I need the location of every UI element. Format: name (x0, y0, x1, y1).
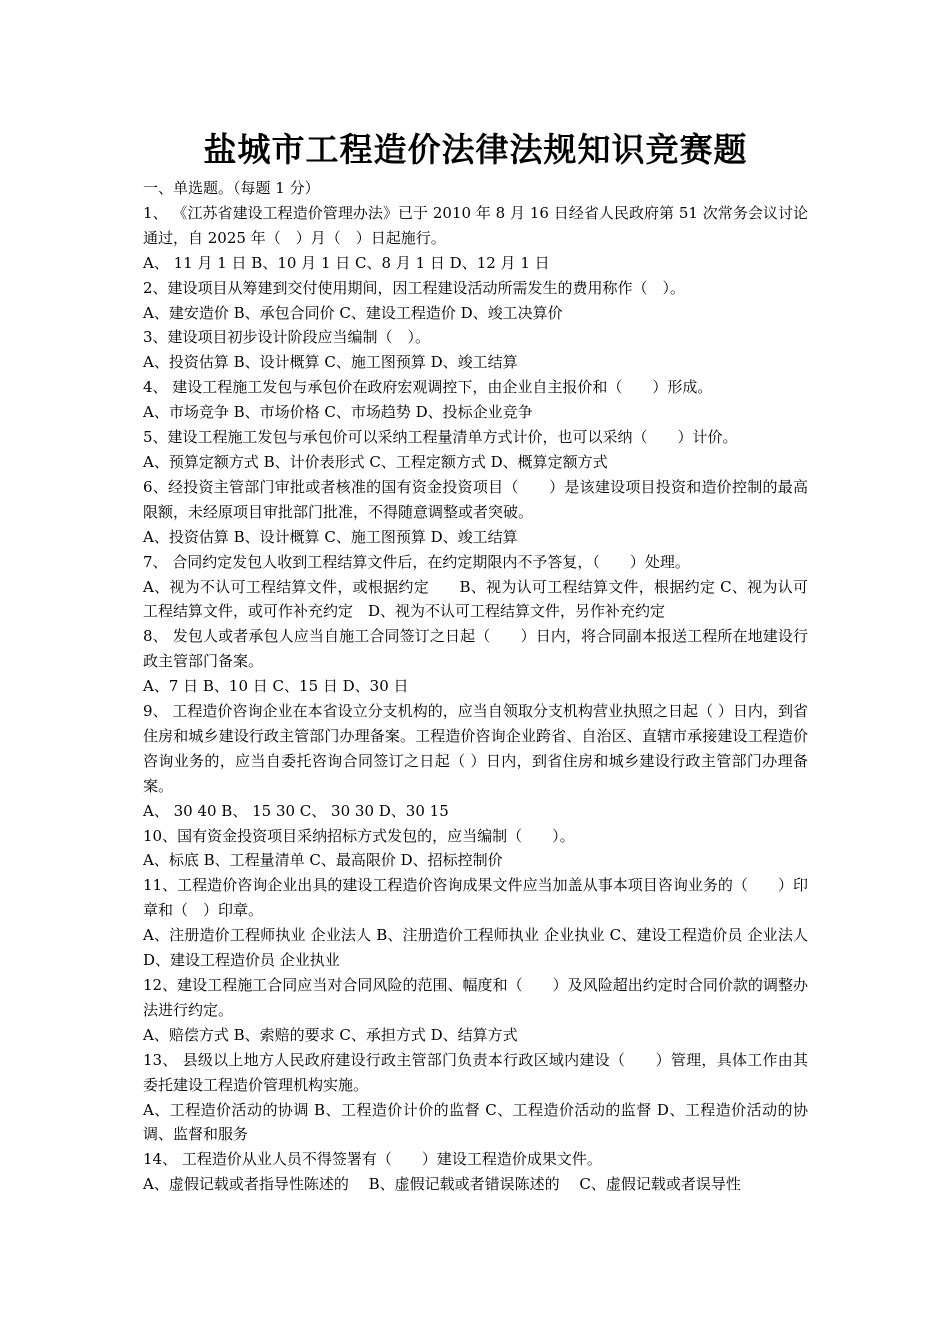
question-11: 11、工程造价咨询企业出具的建设工程造价咨询成果文件应当加盖从事本项目咨询业务的（ ）印章和（ ）印章。 (143, 876, 808, 920)
question-1: 1、 《江苏省建设工程造价管理办法》已于 2010 年 8 月 16 日经省人民政府第 51 次常务会议讨论通过，自 2025 年（ ）月（ ）日起施行。 (143, 203, 808, 247)
options-6: A、投资估算 B、设计概算 C、施工图预算 D、竣工结算 (143, 527, 518, 546)
options-8: A、7 日 B、10 日 C、15 日 D、30 日 (143, 677, 409, 696)
section-heading: 一、单选题。（每题 1 分） (143, 179, 320, 197)
document-page (143, 126, 808, 1197)
options-11: A、注册造价工程师执业 企业法人 B、注册造价工程师执业 企业执业 C、建设工程造价员 企业法人 D、建设工程造价员 企业执业 (143, 926, 808, 970)
options-3: A、投资估算 B、设计概算 C、施工图预算 D、竣工结算 (143, 353, 518, 372)
options-5: A、预算定额方式 B、计价表形式 C、工程定额方式 D、概算定额方式 (143, 452, 608, 471)
question-13: 13、 县级以上地方人民政府建设行政主管部门负责本行政区域内建设（ ）管理，具体工作由其委托建设工程造价管理机构实施。 (143, 1050, 808, 1094)
options-14: A、虚假记载或者指导性陈述的 B、虚假记载或者错误陈述的 C、虚假记载或者误导性 (143, 1175, 741, 1194)
options-13: A、工程造价活动的协调 B、工程造价计价的监督 C、工程造价活动的监督 D、工程造价活动的协调、监督和服务 (143, 1100, 808, 1144)
question-2: 2、建设项目从筹建到交付使用期间，因工程建设活动所需发生的费用称作（ ）。 (143, 278, 686, 297)
question-10: 10、国有资金投资项目采纳招标方式发包的，应当编制（ ）。 (143, 826, 575, 845)
options-4: A、市场竞争 B、市场价格 C、市场趋势 D、投标企业竞争 (143, 403, 533, 422)
question-5: 5、建设工程施工发包与承包价可以采纳工程量清单方式计价，也可以采纳（ ）计价。 (143, 428, 738, 447)
options-7: A、视为不认可工程结算文件，或根据约定 B、视为认可工程结算文件，根据约定 C、视为认可工程结算文件，或可作补充约定 D、视为不认可工程结算文件，另作补充约定 (143, 577, 808, 621)
question-6: 6、经投资主管部门审批或者核准的国有资金投资项目（ ）是该建设项目投资和造价控制的最高限额，未经原项目审批部门批准，不得随意调整或者突破。 (143, 477, 808, 521)
question-12: 12、建设工程施工合同应当对合同风险的范围、幅度和（ ）及风险超出约定时合同价款的调整办法进行约定。 (143, 976, 808, 1019)
options-12: A、赔偿方式 B、索赔的要求 C、承担方式 D、结算方式 (143, 1025, 518, 1044)
question-8: 8、 发包人或者承包人应当自施工合同签订之日起（ ）日内，将合同副本报送工程所在地建设行政主管部门备案。 (143, 627, 808, 671)
options-2: A、建安造价 B、承包合同价 C、建设工程造价 D、竣工决算价 (143, 303, 563, 322)
question-9: 9、 工程造价咨询企业在本省设立分支机构的，应当自领取分支机构营业执照之日起（ ）日内，到省住房和城乡建设行政主管部门办理备案。工程造价咨询企业跨省、自治区、直辖市承接建设工程造价咨询业务的，应当自委托咨询合同签订之日起（ ）日内，到省住房和城乡建设行政主管部门办理备案。 (143, 702, 808, 795)
options-10: A、标底 B、工程量清单 C、最高限价 D、招标控制价 (143, 851, 503, 870)
page-title: 盐城市工程造价法律法规知识竞赛题 (203, 130, 748, 169)
question-4: 4、 建设工程施工发包与承包价在政府宏观调控下，由企业自主报价和（ ）形成。 (143, 378, 713, 397)
question-14: 14、 工程造价从业人员不得签署有（ ）建设工程造价成果文件。 (143, 1150, 602, 1169)
options-9: A、 30 40 B、 15 30 C、 30 30 D、30 15 (143, 801, 449, 820)
options-1: A、 11 月 1 日 B、10 月 1 日 C、8 月 1 日 D、12 月 1 日 (143, 253, 550, 272)
question-3: 3、建设项目初步设计阶段应当编制（ ）。 (143, 328, 431, 347)
question-7: 7、 合同约定发包人收到工程结算文件后，在约定期限内不予答复，（ ）处理。 (143, 552, 690, 571)
